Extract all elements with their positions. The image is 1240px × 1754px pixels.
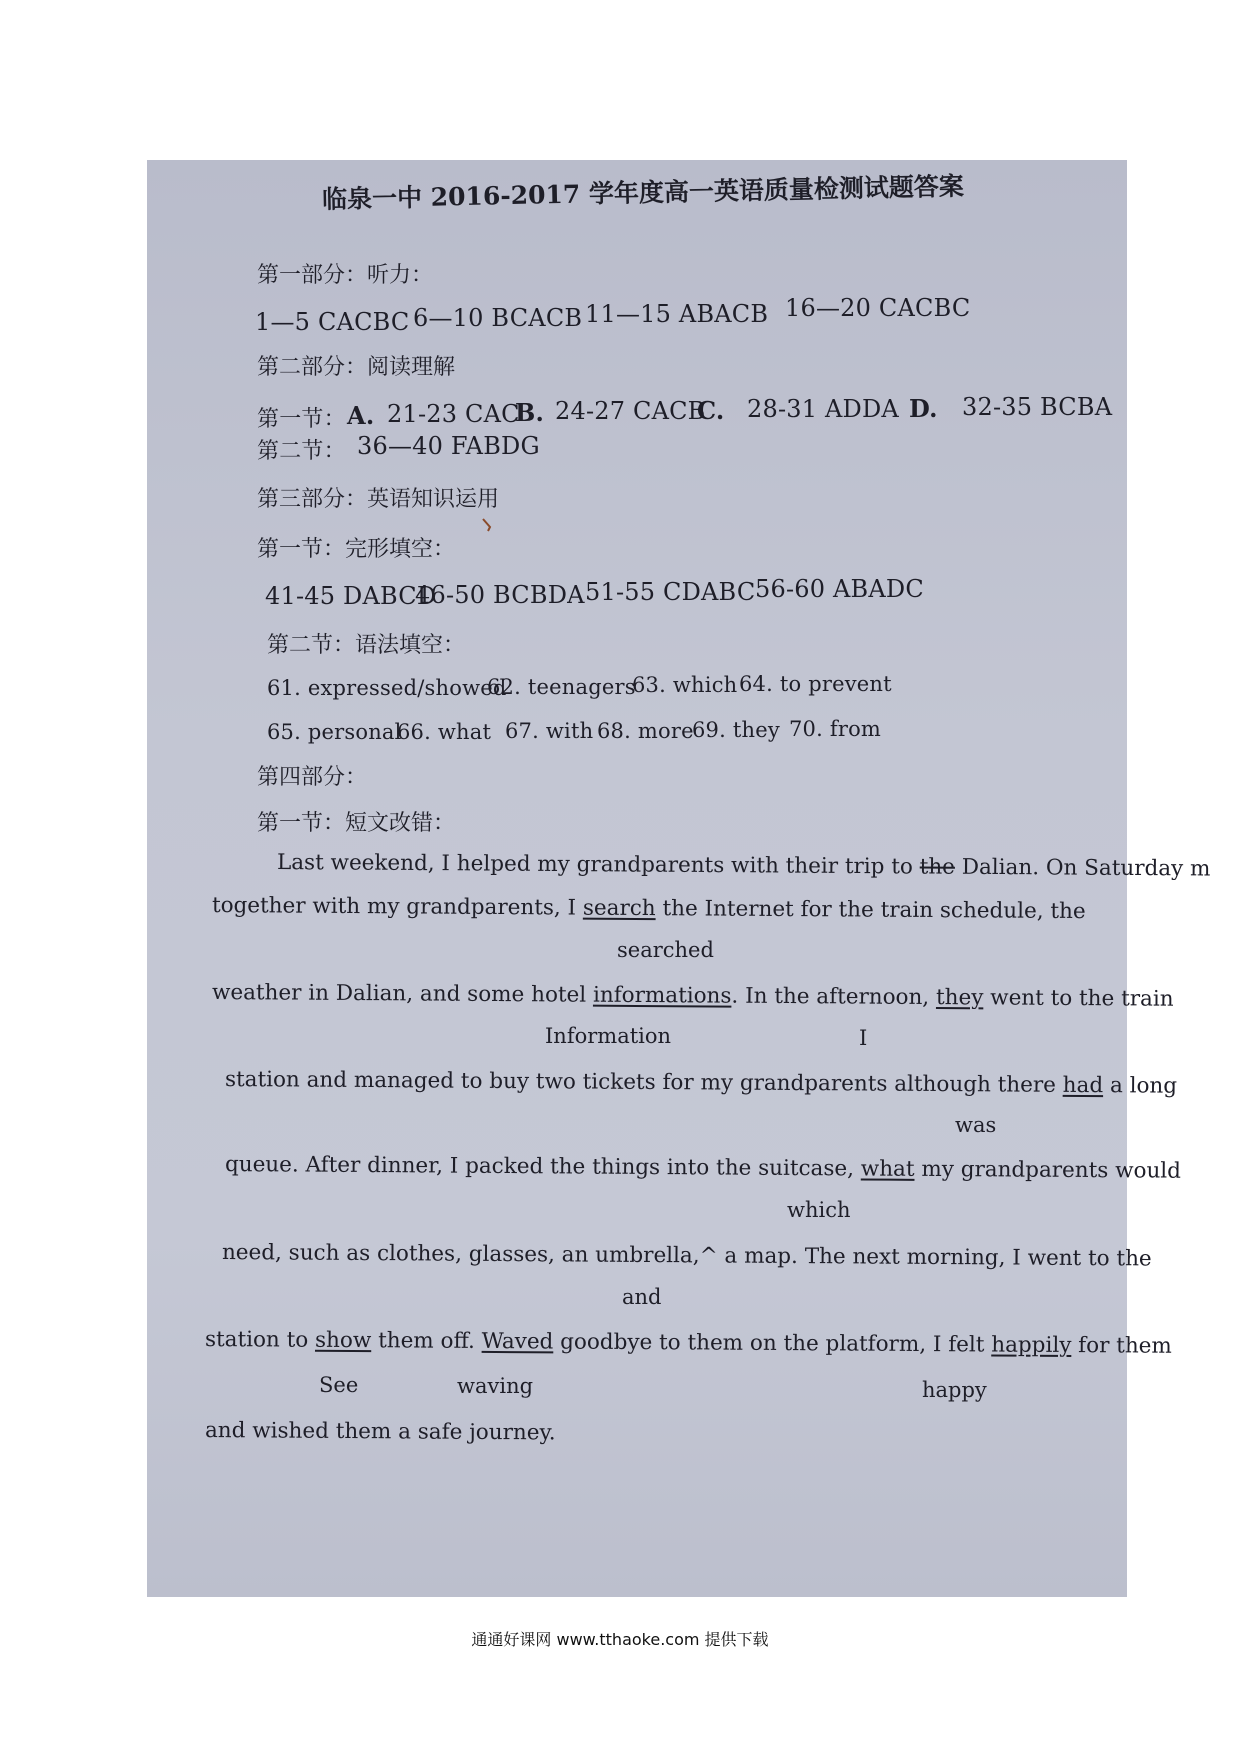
answer-group: 21-23 CAC bbox=[387, 400, 520, 428]
answer-group: 16—20 CACBC bbox=[785, 294, 971, 322]
reading-sec2-answers bbox=[257, 432, 657, 462]
passage-letter: A. bbox=[347, 401, 375, 430]
deleted-word: the bbox=[919, 854, 956, 880]
cloze-heading: 第一节：完形填空： bbox=[257, 537, 456, 562]
answer-sheet-photo bbox=[147, 160, 1211, 1597]
answer-item: 67. with bbox=[505, 719, 594, 743]
footer-source: 通通好课网 www.tthaoke.com 提供下载 bbox=[471, 1630, 769, 1649]
pen-mark-icon bbox=[482, 518, 492, 532]
passage-letter: B. bbox=[515, 398, 545, 427]
grammar-answers-row1 bbox=[267, 672, 1127, 704]
error-word: informations bbox=[592, 982, 732, 1009]
part2-heading: 第二部分：阅读理解 bbox=[257, 355, 456, 380]
correction: See bbox=[319, 1373, 359, 1397]
error-word: had bbox=[1062, 1072, 1104, 1099]
passage-line: Last weekend, I helped my grandparents with their trip to the Dalian. On Saturday m bbox=[276, 850, 1211, 882]
answer-group: 56-60 ABADC bbox=[755, 575, 924, 603]
correction: searched bbox=[617, 938, 714, 962]
answer-item: 63. which bbox=[632, 673, 738, 697]
error-word: happily bbox=[991, 1332, 1072, 1359]
grammar-answers-row2 bbox=[267, 716, 1127, 748]
correction: I bbox=[859, 1026, 868, 1050]
correction: waving bbox=[457, 1374, 534, 1398]
passage-line: station and managed to buy two tickets for my grandparents although there had a long bbox=[224, 1067, 1178, 1099]
answer-item: 69. they bbox=[692, 718, 780, 742]
answer-group: 36—40 FABDG bbox=[357, 432, 540, 460]
error-word: Waved bbox=[481, 1328, 554, 1355]
passage-letter: D. bbox=[909, 394, 938, 423]
section-label: 第一节： bbox=[257, 407, 346, 432]
answer-group: 11—15 ABACB bbox=[585, 300, 769, 328]
answer-group: 1—5 CACBC bbox=[255, 308, 410, 336]
answer-group: 46-50 BCBDA bbox=[415, 581, 585, 609]
cloze-answers bbox=[265, 576, 1125, 608]
answer-group: 6—10 BCACB bbox=[413, 304, 583, 332]
correction: happy bbox=[922, 1378, 987, 1402]
answer-group: 32-35 BCBA bbox=[962, 393, 1113, 421]
passage-line: and wished them a safe journey. bbox=[204, 1418, 556, 1446]
part3-heading: 第三部分：英语知识运用 bbox=[257, 487, 500, 512]
answer-item: 65. personal bbox=[267, 720, 402, 744]
passage-line: queue. After dinner, I packed the things into the suitcase, what my grandparents would bbox=[224, 1152, 1182, 1184]
answer-group: 24-27 CACB bbox=[555, 397, 706, 425]
answer-item: 68. more bbox=[597, 719, 694, 743]
correction: Information bbox=[545, 1024, 672, 1048]
correction: and bbox=[622, 1285, 662, 1309]
passage-line: station to show them off. Waved goodbye to them on the platform, I felt happily for them bbox=[204, 1327, 1172, 1359]
answer-group: 41-45 DABCD bbox=[265, 582, 437, 610]
part1-heading: 第一部分：听力： bbox=[257, 263, 434, 288]
error-word: they bbox=[935, 985, 984, 1011]
section-label: 第二节： bbox=[257, 439, 346, 464]
grammar-heading: 第二节：语法填空： bbox=[267, 633, 466, 658]
error-word: search bbox=[582, 895, 656, 922]
answer-item: 64. to prevent bbox=[739, 672, 892, 696]
correction: was bbox=[955, 1113, 997, 1137]
answer-item: 70. from bbox=[789, 717, 882, 741]
answer-item: 62. teenagers bbox=[487, 675, 636, 699]
answer-item: 61. expressed/showed bbox=[267, 676, 507, 700]
page-title: 临泉一中 2016-2017 学年度高一英语质量检测试题答案 bbox=[321, 171, 965, 214]
passage-letter: C. bbox=[697, 396, 725, 425]
listening-answers bbox=[255, 294, 1115, 336]
error-word: show bbox=[314, 1327, 372, 1354]
reading-sec1-answers bbox=[257, 393, 1117, 432]
answer-item: 66. what bbox=[397, 720, 492, 744]
passage-line: weather in Dalian, and some hotel informations. In the afternoon, they went to the train bbox=[211, 980, 1174, 1012]
answer-group: 28-31 ADDA bbox=[747, 395, 899, 423]
passage-line: together with my grandparents, I search the Internet for the train schedule, the bbox=[211, 893, 1086, 925]
error-correction-heading: 第一节：短文改错： bbox=[257, 811, 456, 836]
error-word: what bbox=[860, 1156, 915, 1182]
passage-line: need, such as clothes, glasses, an umbrella,^ a map. The next morning, I went to the bbox=[221, 1240, 1152, 1272]
part4-heading: 第四部分： bbox=[257, 765, 368, 790]
answer-group: 51-55 CDABC bbox=[585, 578, 756, 606]
correction: which bbox=[787, 1198, 851, 1222]
